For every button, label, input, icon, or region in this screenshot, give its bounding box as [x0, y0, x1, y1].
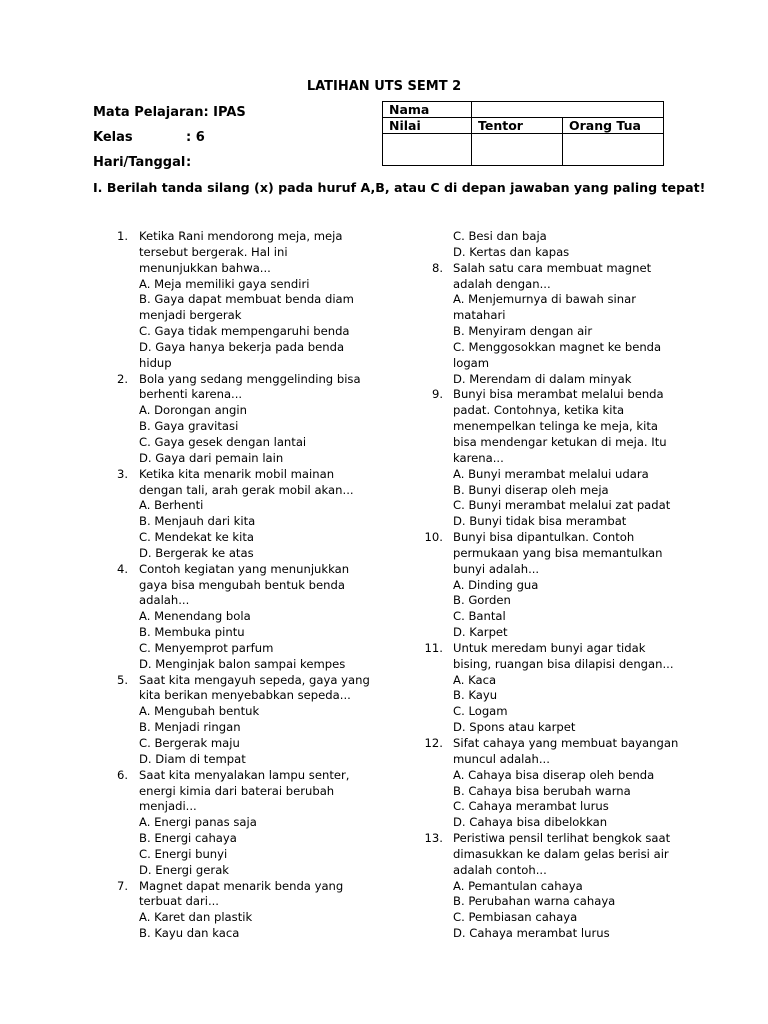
- question-text: gaya bisa mengubah bentuk benda: [139, 577, 345, 592]
- question-text: Bunyi bisa merambat melalui benda: [453, 387, 664, 402]
- question-line: [0, 688, 678, 704]
- question-line: [0, 641, 678, 657]
- question-line: [0, 879, 678, 895]
- question-number: 10.: [424, 530, 443, 545]
- question-line: [0, 625, 678, 641]
- question-text: permukaan yang bisa memantulkan: [453, 545, 663, 560]
- question-text: A. Menjemurnya di bawah sinar: [453, 292, 636, 307]
- question-text: hidup: [139, 355, 172, 370]
- question-text: A. Pemantulan cahaya: [453, 878, 583, 893]
- question-text: D. Gaya hanya bekerja pada benda: [139, 339, 345, 354]
- question-text: Magnet dapat menarik benda yang: [139, 878, 344, 893]
- question-text: Ketika Rani mendorong meja, meja: [139, 229, 343, 243]
- question-text: kita berikan menyebabkan sepeda...: [139, 688, 351, 703]
- question-text: A. Karet dan plastik: [139, 910, 253, 925]
- question-text: A. Energi panas saja: [139, 815, 257, 830]
- question-text: matahari: [453, 308, 506, 323]
- question-text: bunyi adalah...: [453, 561, 540, 576]
- question-text: bising, ruangan bisa dilapisi dengan...: [453, 656, 674, 671]
- question-text: D. Karpet: [453, 625, 508, 640]
- question-line: [0, 356, 678, 372]
- question-line: [0, 340, 678, 356]
- question-text: C. Menyemprot parfum: [139, 640, 274, 655]
- question-text: karena...: [453, 450, 504, 465]
- question-text: A. Cahaya bisa diserap oleh benda: [453, 767, 655, 782]
- question-text: tersebut bergerak. Hal ini: [139, 244, 288, 259]
- question-line: [0, 229, 678, 245]
- question-line: [0, 720, 678, 736]
- question-text: Untuk meredam bunyi agar tidak: [453, 640, 646, 655]
- question-line: [0, 419, 678, 435]
- question-text: D. Energi gerak: [139, 862, 230, 877]
- question-line: [0, 562, 678, 578]
- question-number: 8.: [431, 260, 443, 275]
- question-text: B. Cahaya bisa berubah warna: [453, 783, 631, 798]
- question-text: D. Diam di tempat: [139, 751, 246, 766]
- question-line: [0, 308, 678, 324]
- question-line: [0, 752, 678, 768]
- question-line: [0, 372, 678, 388]
- question-number: 1.: [116, 229, 128, 243]
- question-text: C. Pembiasan cahaya: [453, 910, 578, 925]
- question-line: [0, 768, 678, 784]
- question-line: [0, 815, 678, 831]
- question-text: menunjukkan bahwa...: [139, 260, 271, 275]
- question-line: [0, 324, 678, 340]
- question-text: D. Cahaya merambat lurus: [453, 926, 610, 941]
- class-value: : 6: [186, 130, 205, 145]
- question-text: D. Gaya dari pemain lain: [139, 450, 284, 465]
- question-text: A. Dinding gua: [453, 577, 539, 592]
- question-text: Peristiwa pensil terlihat bengkok saat: [453, 831, 671, 846]
- question-text: A. Mengubah bentuk: [139, 704, 260, 719]
- question-text: C. Menggosokkan magnet ke benda: [453, 339, 662, 354]
- question-text: B. Menjauh dari kita: [139, 514, 256, 529]
- question-number: 9.: [431, 387, 443, 402]
- orang-tua-label: Orang Tua: [563, 118, 664, 134]
- question-line: [0, 799, 678, 815]
- question-line: [0, 435, 678, 451]
- question-text: B. Gorden: [453, 593, 511, 608]
- question-text: Bola yang sedang menggelinding bisa: [139, 371, 361, 386]
- question-line: [0, 657, 678, 673]
- question-text: adalah dengan...: [453, 276, 551, 291]
- question-number: 12.: [424, 736, 443, 750]
- question-line: [0, 261, 678, 277]
- question-text: A. Kaca: [453, 672, 497, 687]
- question-text: D. Kertas dan kapas: [453, 244, 570, 259]
- question-text: padat. Contohnya, ketika kita: [453, 403, 625, 418]
- question-text: C. Mendekat ke kita: [139, 530, 254, 545]
- tentor-field[interactable]: [472, 134, 563, 166]
- question-line: [0, 736, 678, 752]
- question-number: 3.: [116, 466, 128, 481]
- question-text: B. Perubahan warna cahaya: [453, 894, 616, 909]
- question-number: 4.: [116, 561, 128, 576]
- question-text: Contoh kegiatan yang menunjukkan: [139, 561, 350, 576]
- question-number: 5.: [116, 672, 128, 687]
- question-line: [0, 403, 678, 419]
- question-line: [0, 292, 678, 308]
- question-text: terbuat dari...: [139, 894, 219, 909]
- question-text: D. Bergerak ke atas: [139, 545, 254, 560]
- question-text: B. Membuka pintu: [139, 625, 245, 640]
- question-text: A. Meja memiliki gaya sendiri: [139, 276, 310, 291]
- page-title: LATIHAN UTS SEMT 2: [306, 79, 462, 94]
- question-text: B. Kayu: [453, 688, 498, 703]
- question-text: C. Logam: [453, 704, 508, 719]
- question-text: dengan tali, arah gerak mobil akan...: [139, 482, 354, 497]
- tentor-label: Tentor: [472, 118, 563, 134]
- class-label: Kelas: [93, 130, 133, 145]
- question-text: B. Menyiram dengan air: [453, 324, 593, 339]
- question-text: logam: [453, 355, 490, 370]
- question-text: Bunyi bisa dipantulkan. Contoh: [453, 530, 635, 545]
- question-text: menjadi bergerak: [139, 308, 242, 323]
- question-line: [0, 498, 678, 514]
- question-text: C. Bunyi merambat melalui zat padat: [453, 498, 671, 513]
- question-text: C. Cahaya merambat lurus: [453, 799, 609, 814]
- question-line: [0, 926, 678, 942]
- question-line: [0, 387, 678, 403]
- question-line: [0, 784, 678, 800]
- question-text: B. Kayu dan kaca: [139, 926, 240, 941]
- question-text: D. Menginjak balon sampai kempes: [139, 656, 346, 671]
- question-line: [0, 546, 678, 562]
- question-text: B. Energi cahaya: [139, 831, 237, 846]
- question-text: B. Gaya gravitasi: [139, 419, 239, 434]
- instruction: I. Berilah tanda silang (x) pada huruf A,B, atau C di depan jawaban yang paling tepat!: [93, 180, 706, 195]
- question-text: B. Bunyi diserap oleh meja: [453, 482, 609, 497]
- question-text: C. Energi bunyi: [139, 846, 228, 861]
- nama-label: Nama: [383, 102, 472, 118]
- question-text: bisa mendengar ketukan di meja. Itu: [453, 434, 667, 449]
- question-text: A. Dorongan angin: [139, 403, 247, 418]
- question-text: A. Berhenti: [139, 498, 204, 513]
- question-line: [0, 894, 678, 910]
- day-row: [93, 155, 191, 170]
- question-line: [0, 863, 678, 879]
- question-number: 13.: [424, 831, 443, 846]
- question-text: menempelkan telinga ke meja, kita: [453, 419, 659, 434]
- question-line: [0, 673, 678, 689]
- question-text: C. Besi dan baja: [453, 229, 547, 243]
- question-number: 6.: [116, 767, 128, 782]
- question-number: 7.: [116, 878, 128, 893]
- day-label: Hari/Tanggal: [93, 155, 186, 170]
- question-text: berhenti karena...: [139, 387, 243, 402]
- question-text: D. Cahaya bisa dibelokkan: [453, 815, 608, 830]
- question-text: Saat kita mengayuh sepeda, gaya yang: [139, 672, 370, 687]
- question-text: Salah satu cara membuat magnet: [453, 260, 652, 275]
- question-line: [0, 847, 678, 863]
- question-text: dimasukkan ke dalam gelas berisi air: [453, 846, 669, 861]
- question-line: [0, 578, 678, 594]
- question-line: [0, 593, 678, 609]
- question-text: D. Merendam di dalam minyak: [453, 371, 632, 386]
- orang-tua-field[interactable]: [563, 134, 664, 166]
- question-text: C. Bantal: [453, 609, 506, 624]
- question-line: [0, 245, 678, 261]
- subject-label: Mata Pelajaran: IPAS: [93, 105, 246, 120]
- grade-table: [382, 101, 664, 166]
- nama-field[interactable]: [472, 102, 664, 118]
- question-text: A. Bunyi merambat melalui udara: [453, 466, 649, 481]
- class-row: [93, 130, 205, 145]
- day-value: :: [186, 155, 192, 170]
- question-line: [0, 277, 678, 293]
- question-line: [0, 831, 678, 847]
- question-text: menjadi...: [139, 799, 197, 814]
- question-text: C. Gaya tidak mempengaruhi benda: [139, 324, 350, 339]
- question-text: D. Bunyi tidak bisa merambat: [453, 514, 627, 529]
- question-text: C. Bergerak maju: [139, 736, 240, 750]
- question-text: B. Menjadi ringan: [139, 720, 241, 735]
- question-text: energi kimia dari baterai berubah: [139, 783, 335, 798]
- question-line: [0, 467, 678, 483]
- question-line: [0, 451, 678, 467]
- nilai-label: Nilai: [383, 118, 472, 134]
- question-line: [0, 910, 678, 926]
- question-line: [0, 483, 678, 499]
- nilai-field[interactable]: [383, 134, 472, 166]
- question-number: 2.: [116, 371, 128, 386]
- question-text: B. Gaya dapat membuat benda diam: [139, 292, 354, 307]
- question-line: [0, 530, 678, 546]
- question-line: [0, 514, 678, 530]
- question-text: adalah...: [139, 593, 190, 608]
- right-question-column: [0, 229, 678, 942]
- question-number: 11.: [424, 640, 443, 655]
- question-line: [0, 609, 678, 625]
- question-text: muncul adalah...: [453, 751, 550, 766]
- question-text: A. Menendang bola: [139, 609, 251, 624]
- question-text: Sifat cahaya yang membuat bayangan: [453, 736, 679, 750]
- question-text: D. Spons atau karpet: [453, 720, 576, 735]
- question-text: C. Gaya gesek dengan lantai: [139, 434, 307, 449]
- question-line: [0, 704, 678, 720]
- question-text: Saat kita menyalakan lampu senter,: [139, 767, 350, 782]
- question-text: Ketika kita menarik mobil mainan: [139, 466, 335, 481]
- question-text: adalah contoh...: [453, 862, 547, 877]
